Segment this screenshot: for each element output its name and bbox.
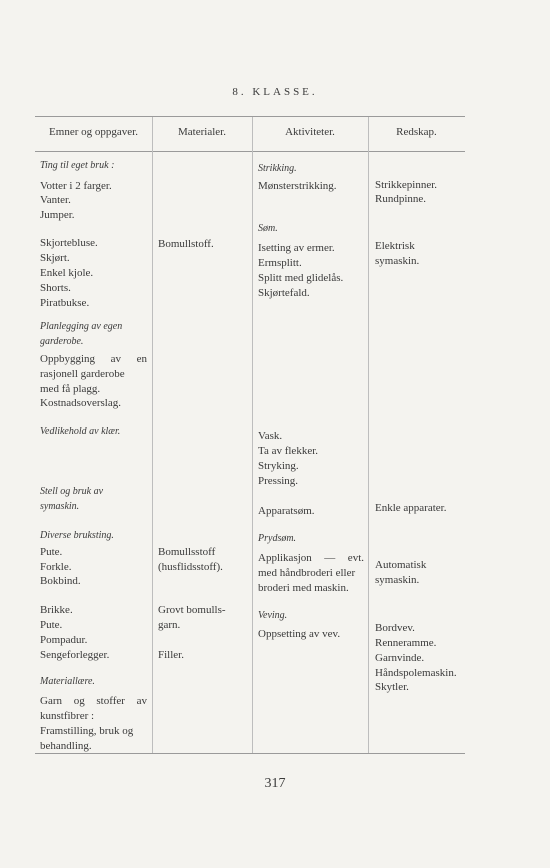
section-heading: Søm.	[258, 223, 278, 234]
activity-item: Stryking.	[258, 460, 299, 472]
section-heading: garderobe.	[40, 336, 84, 347]
list-item: Garn og stoffer av	[40, 695, 147, 707]
tool-item: Renneramme.	[375, 637, 437, 649]
column-header-materialer: Materialer.	[178, 126, 226, 138]
tool-item: Håndspolemaskin.	[375, 667, 457, 679]
section-heading: Stell og bruk av	[40, 486, 104, 497]
activity-item: Ta av flekker.	[258, 445, 319, 457]
section-heading: Vedlikehold av klær.	[40, 426, 121, 437]
list-item: Piratbukse.	[40, 297, 90, 309]
column-divider	[252, 117, 253, 753]
material-item: Bomullstoff.	[158, 238, 214, 250]
tool-item: symaskin.	[375, 255, 420, 267]
activity-item: Mønsterstrikking.	[258, 180, 337, 192]
list-item: Sengeforlegger.	[40, 649, 110, 661]
list-item: rasjonell garderobe	[40, 368, 125, 380]
list-item: Skjørt.	[40, 252, 70, 264]
column-divider	[152, 117, 153, 753]
list-item: Bokbind.	[40, 575, 81, 587]
section-heading: Prydsøm.	[258, 533, 297, 544]
section-heading: Ting til eget bruk :	[40, 160, 115, 171]
activity-item: Isetting av ermer.	[258, 242, 335, 254]
list-item: Skjortebluse.	[40, 237, 98, 249]
activity-item: Pressing.	[258, 475, 299, 487]
section-heading: Strikking.	[258, 163, 297, 174]
column-header-aktiviteter: Aktiviteter.	[285, 126, 335, 138]
list-item: Pute.	[40, 619, 63, 631]
material-item: Grovt bomulls-	[158, 604, 226, 616]
activity-item: med håndbroderi eller	[258, 567, 356, 579]
tool-item: symaskin.	[375, 574, 420, 586]
activity-item: Apparatsøm.	[258, 505, 315, 517]
header-divider	[35, 151, 465, 152]
column-header-redskap: Redskap.	[396, 126, 437, 138]
list-item: Forkle.	[40, 561, 72, 573]
tool-item: Bordvev.	[375, 622, 415, 634]
column-header-emner: Emner og oppgaver.	[49, 126, 138, 138]
material-item: (husflidsstoff).	[158, 561, 223, 573]
section-heading: Veving.	[258, 610, 288, 621]
activity-item: Vask.	[258, 430, 283, 442]
activity-item: Ermsplitt.	[258, 257, 302, 269]
list-item: Jumper.	[40, 209, 75, 221]
tool-item: Strikkepinner.	[375, 179, 438, 191]
list-item: med få plagg.	[40, 383, 101, 395]
list-item: Enkel kjole.	[40, 267, 94, 279]
section-heading: Diverse bruksting.	[40, 530, 114, 541]
section-heading: Materiallære.	[40, 676, 95, 687]
list-item: Framstilling, bruk og	[40, 725, 134, 737]
list-item: Brikke.	[40, 604, 73, 616]
list-item: Pompadur.	[40, 634, 88, 646]
list-item: Vanter.	[40, 194, 71, 206]
list-item: behandling.	[40, 740, 92, 752]
tool-item: Automatisk	[375, 559, 427, 571]
activity-item: Oppsetting av vev.	[258, 628, 341, 640]
material-item: Filler.	[158, 649, 184, 661]
list-item: Votter i 2 farger.	[40, 180, 112, 192]
activity-item: Skjørtefald.	[258, 287, 310, 299]
list-item: Oppbygging av en	[40, 353, 147, 365]
section-heading: Planlegging av egen	[40, 321, 123, 332]
page-number: 317	[264, 776, 286, 791]
material-item: Bomullsstoff	[158, 546, 216, 558]
section-heading: symaskin.	[40, 501, 80, 512]
list-item: Pute.	[40, 546, 63, 558]
activity-item: Applikasjon — evt.	[258, 552, 364, 564]
page-title: 8. KLASSE.	[232, 86, 318, 98]
list-item: Shorts.	[40, 282, 71, 294]
list-item: Kostnadsoverslag.	[40, 397, 121, 409]
list-item: kunstfibrer :	[40, 710, 95, 722]
tool-item: Enkle apparater.	[375, 502, 447, 514]
activity-item: Splitt med glidelås.	[258, 272, 344, 284]
material-item: garn.	[158, 619, 181, 631]
tool-item: Elektrisk	[375, 240, 415, 252]
tool-item: Skytler.	[375, 681, 409, 693]
curriculum-table	[35, 116, 465, 754]
tool-item: Rundpinne.	[375, 193, 427, 205]
tool-item: Garnvinde.	[375, 652, 425, 664]
column-divider	[368, 117, 369, 753]
activity-item: broderi med maskin.	[258, 582, 349, 594]
